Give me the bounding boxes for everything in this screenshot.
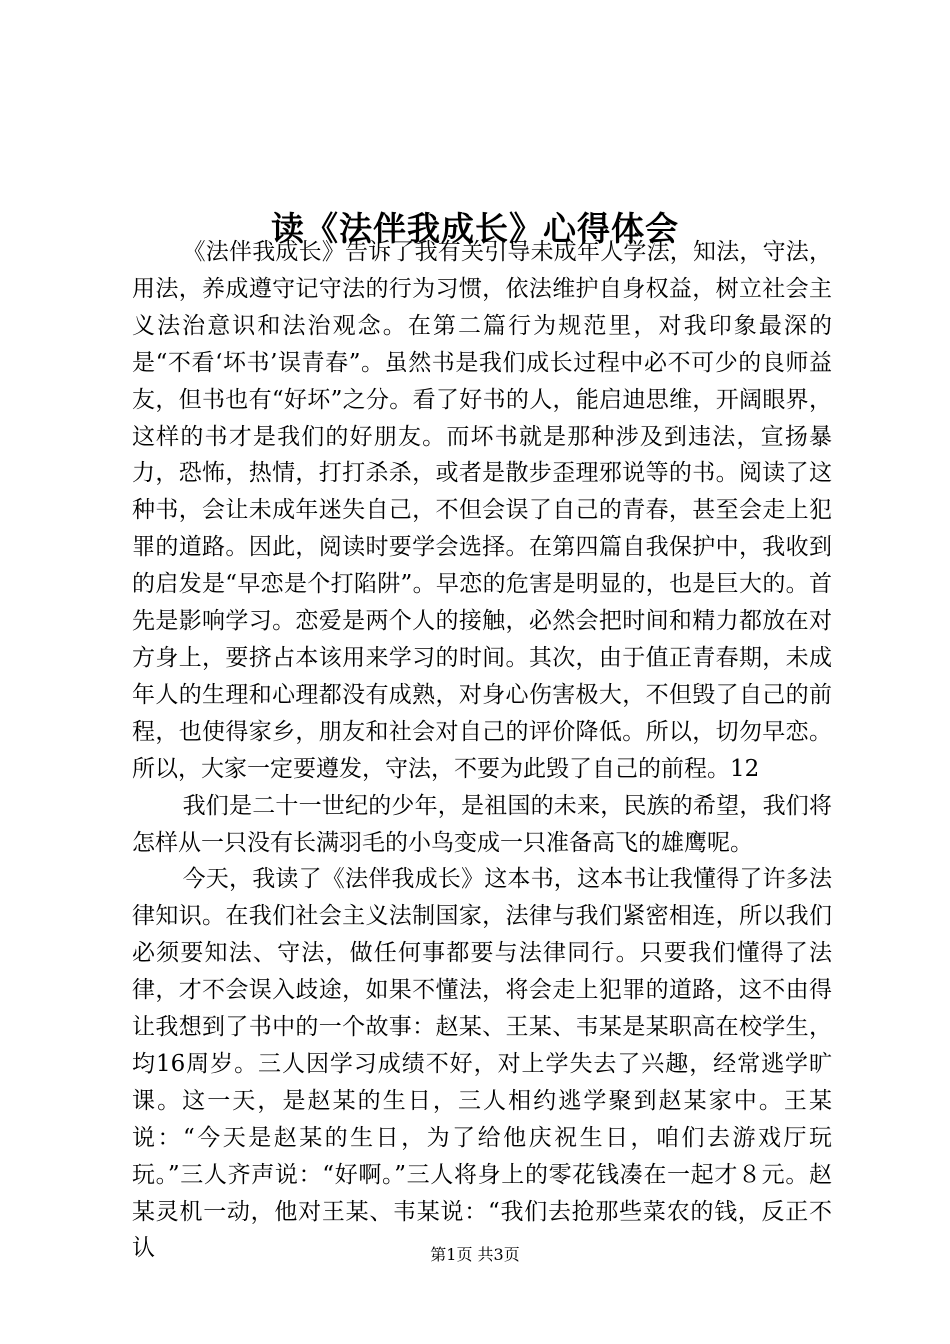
document-title: 读《法伴我成长》心得体会 <box>271 209 679 249</box>
paragraph-3: 今天，我读了《法伴我成长》这本书，这本书让我懂得了许多法律知识。在我们社会主义法制国家，法律与我们紧密相连，所以我们必须要知法、守法，做任何事都要与法律同行。只要我们懂得了法律，才不会误入歧途，如果不懂法，将会走上犯罪的道路，这不由得让我想到了书中的一个故事：赵某、王某、韦某是某职高在校学生，均16周岁。三人因学习成绩不好，对上学失去了兴趣，经常逃学旷课。这一天，是赵某的生日，三人相约逃学聚到赵某家中。王某说：“今天是赵某的生日，为了给他庆祝生日，咱们去游戏厅玩玩。”三人齐声说：“好啊。”三人将身上的零花钱凑在一起才８元。赵某灵机一动，他对王某、韦某说：“我们去抢那些菜农的钱，反正不认 <box>132 866 832 1262</box>
page-footer: 第1页 共3页 <box>430 1245 520 1264</box>
document-body <box>132 234 832 1267</box>
paragraph-2: 我们是二十一世纪的少年，是祖国的未来，民族的希望，我们将怎样从一只没有长满羽毛的小鸟变成一只准备高飞的雄鹰呢。 <box>132 792 832 856</box>
paragraph-1: 《法伴我成长》告诉了我有关引导未成年人学法，知法，守法，用法，养成遵守记守法的行为习惯，依法维护自身权益，树立社会主义法治意识和法治观念。在第二篇行为规范里，对我印象最深的是“不看‘坏书’误青春”。虽然书是我们成长过程中必不可少的良师益友，但书也有“好坏”之分。看了好书的人，能启迪思维，开阔眼界，这样的书才是我们的好朋友。而坏书就是那种涉及到违法，宣扬暴力，恐怖，热情，打打杀杀，或者是散步歪理邪说等的书。阅读了这种书，会让未成年迷失自己，不但会误了自己的青春，甚至会走上犯罪的道路。因此，阅读时要学会选择。在第四篇自我保护中，我收到的启发是“早恋是个打陷阱”。早恋的危害是明显的，也是巨大的。首先是影响学习。恋爱是两个人的接触，必然会把时间和精力都放在对方身上，要挤占本该用来学习的时间。其次，由于值正青春期，未成年人的生理和心理都没有成熟，对身心伤害极大，不但毁了自己的前程，也使得家乡，朋友和社会对自己的评价降低。所以，切勿早恋。所以，大家一定要遵发，守法，不要为此毁了自己的前程。12 <box>132 239 832 782</box>
